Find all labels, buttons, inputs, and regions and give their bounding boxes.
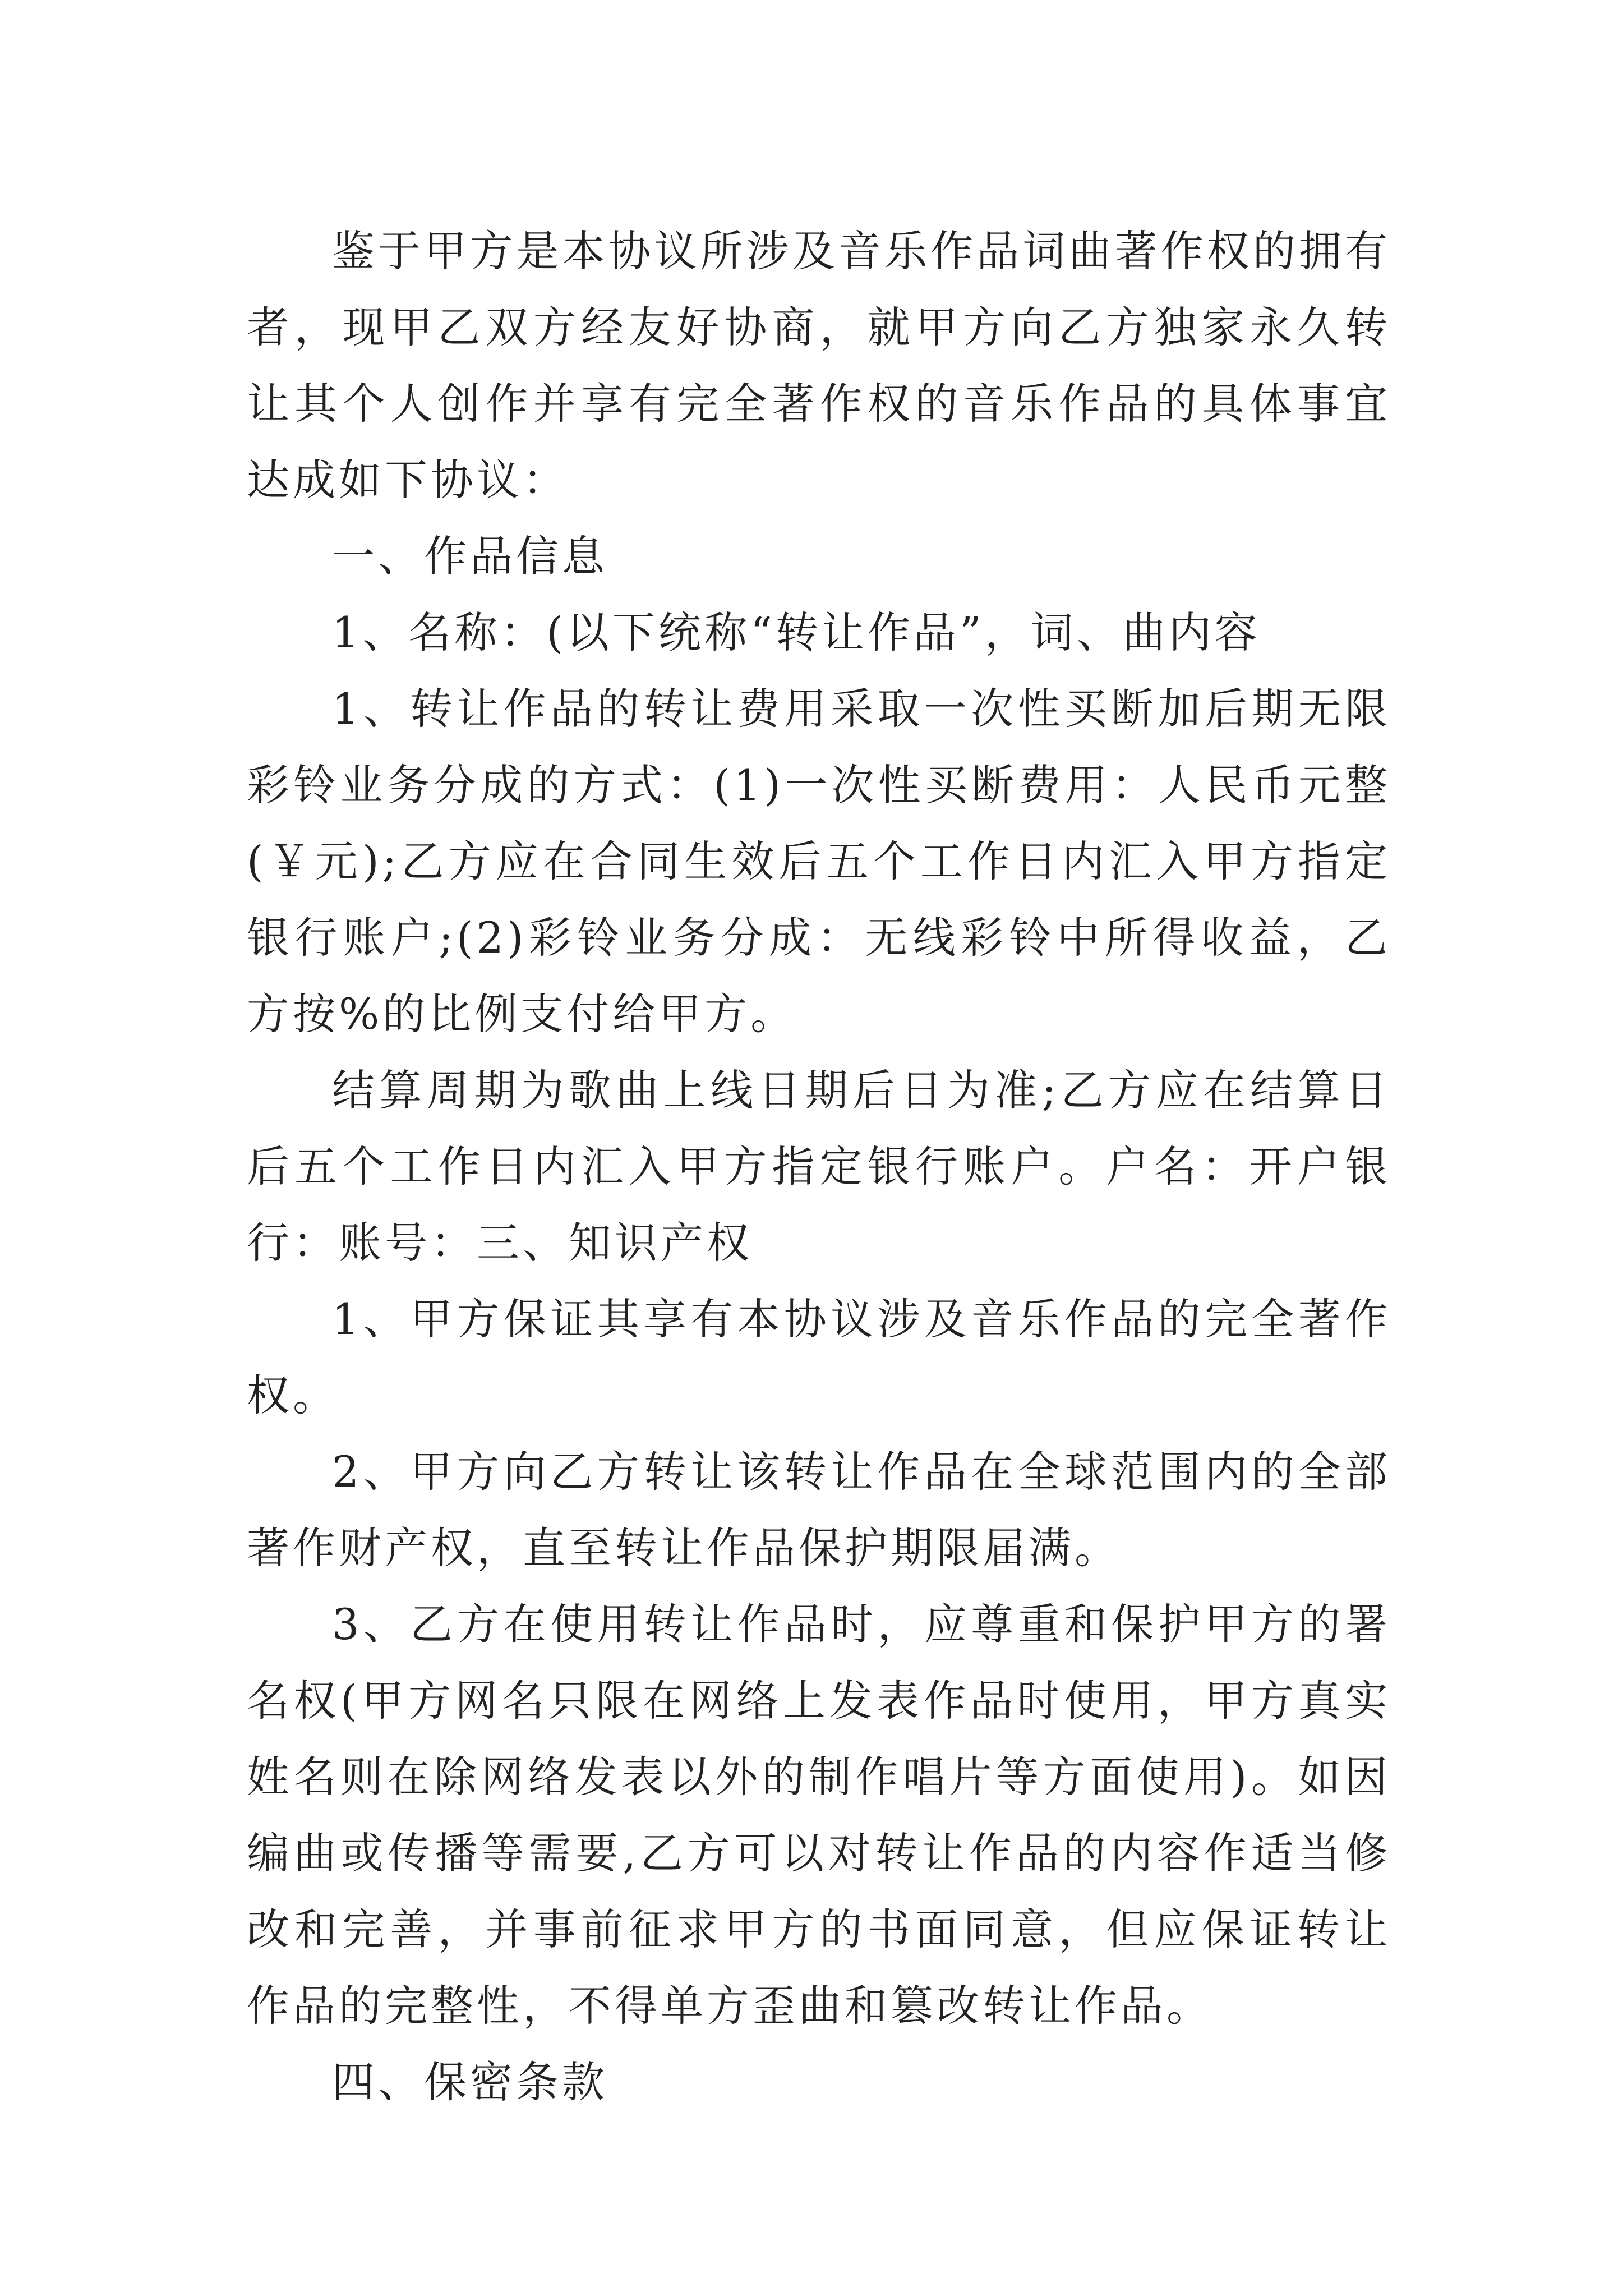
paragraph-ip-clause-1: 1、甲方保证其享有本协议涉及音乐作品的完全著作权。 (247, 1294, 1391, 1420)
paragraph-transfer-fee: 1、转让作品的转让费用采取一次性买断加后期无限彩铃业务分成的方式：(1)一次性买断费用：人民币元整(￥元);乙方应在合同生效后五个工作日内汇入甲方指定银行账户;(2)彩铃业务分成：无线彩铃中所得收益，乙方按%的比例支付给甲方。 (247, 684, 1391, 1039)
paragraph-preamble: 鉴于甲方是本协议所涉及音乐作品词曲著作权的拥有者，现甲乙双方经友好协商，就甲方向乙方独家永久转让其个人创作并享有完全著作权的音乐作品的具体事宜达成如下协议： (247, 226, 1391, 505)
paragraph-ip-clause-3: 3、乙方在使用转让作品时，应尊重和保护甲方的署名权(甲方网名只限在网络上发表作品时使用，甲方真实姓名则在除网络发表以外的制作唱片等方面使用)。如因编曲或传播等需要,乙方可以对转让作品的内容作适当修改和完善，并事前征求甲方的书面同意，但应保证转让作品的完整性，不得单方歪曲和篡改转让作品。 (247, 1599, 1391, 2031)
section-heading-confidentiality: 四、保密条款 (332, 2057, 608, 2107)
paragraph-ip-clause-2: 2、甲方向乙方转让该转让作品在全球范围内的全部著作财产权，直至转让作品保护期限届满。 (247, 1447, 1391, 1573)
document-body (247, 213, 1391, 2120)
paragraph-settlement: 结算周期为歌曲上线日期后日为准;乙方应在结算日后五个工作日内汇入甲方指定银行账户。户名：开户银行：账号：三、知识产权 (247, 1065, 1391, 1268)
section-heading-work-info: 一、作品信息 (332, 531, 608, 581)
paragraph-work-name: 1、名称：(以下统称“转让作品”，词、曲内容 (332, 608, 1261, 657)
